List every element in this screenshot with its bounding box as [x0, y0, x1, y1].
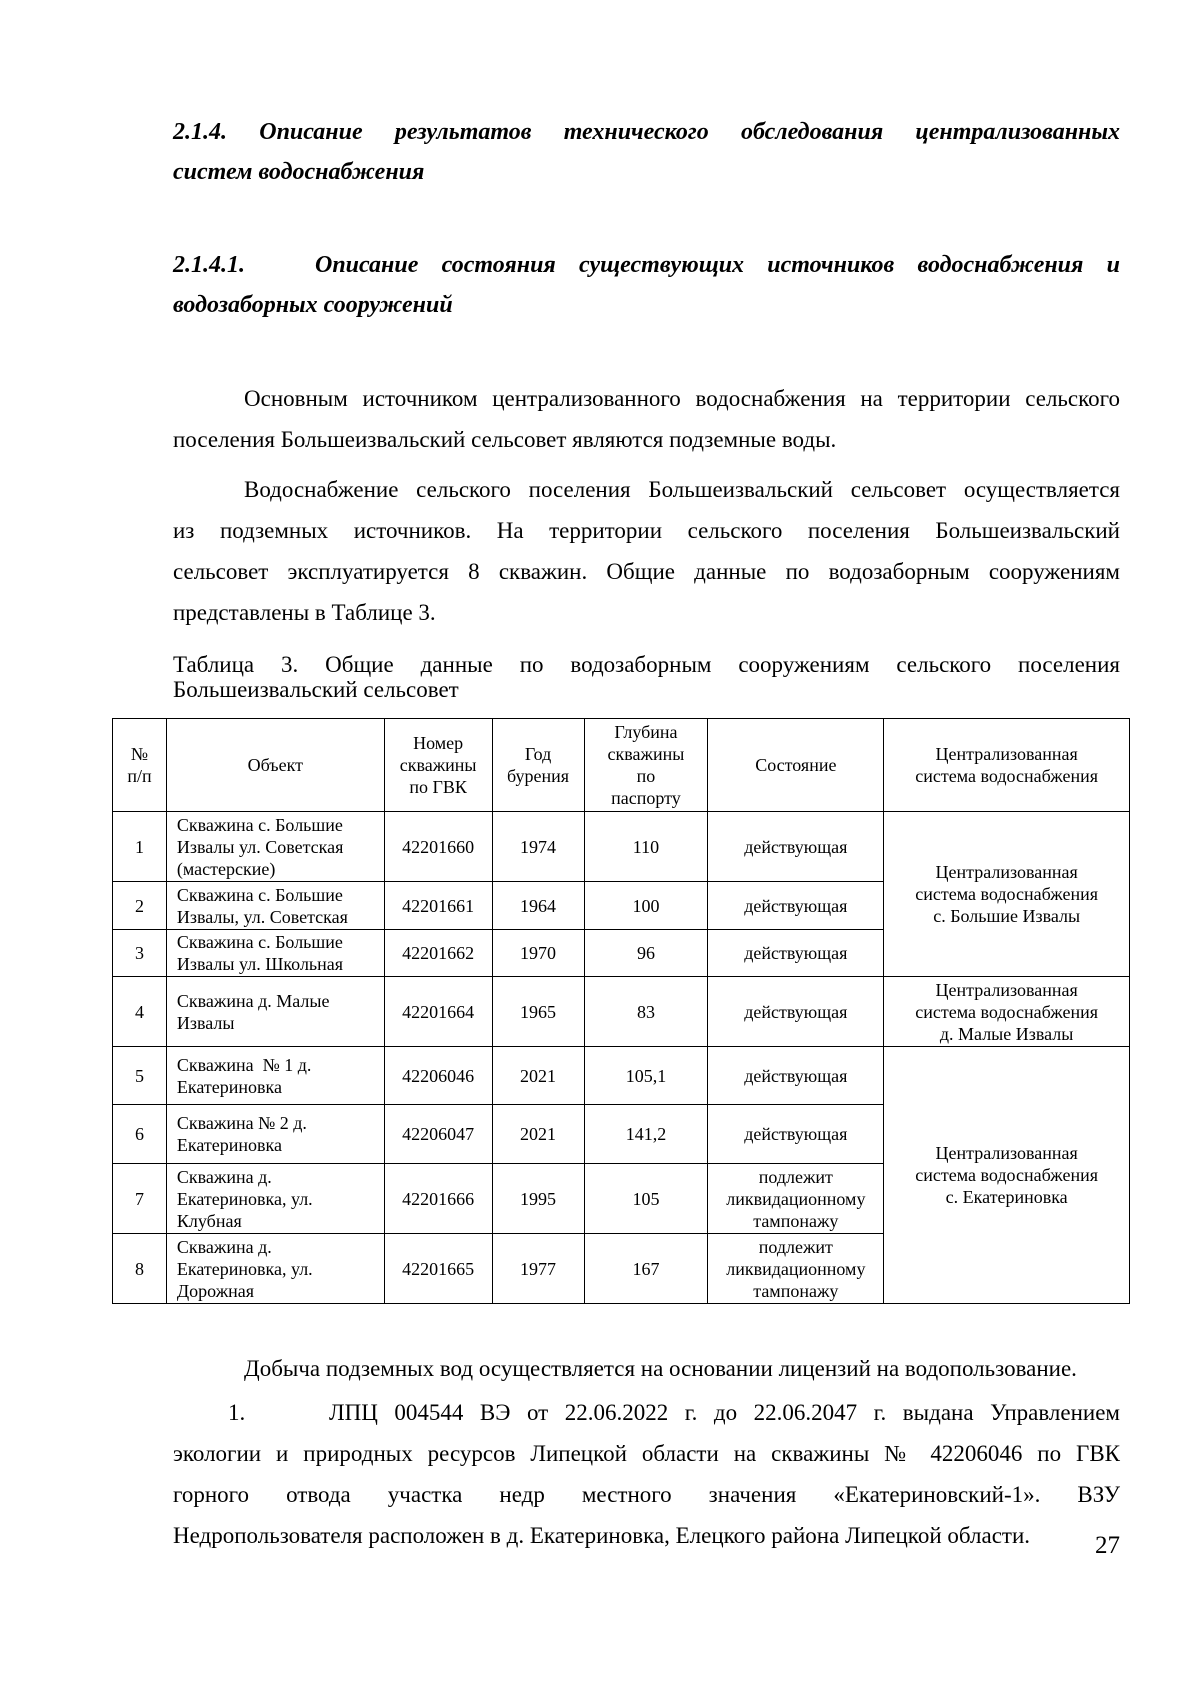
header-num: № п/п: [113, 719, 167, 812]
cell-gvk: 42201666: [384, 1164, 492, 1234]
cell-state: действующая: [708, 977, 884, 1047]
cell-year: 1977: [492, 1234, 584, 1304]
cell-system-malye-izvaly: Централизованная система водоснабжения д. Малые Извалы: [884, 977, 1130, 1047]
cell-depth: 105,1: [584, 1047, 708, 1105]
table-row: [113, 977, 1130, 1047]
subsection-heading: [173, 245, 1120, 325]
cell-state: действующая: [708, 1047, 884, 1105]
paragraph-line: Недропользователя расположен в д. Екатериновка, Елецкого района Липецкой области.: [173, 1523, 1031, 1548]
page-number: 27: [1095, 1532, 1120, 1559]
paragraph-text: ЛПЦ 004544 ВЭ от 22.06.2022 г. до 22.06.2047 г. выдана Управлением: [329, 1400, 1120, 1425]
paragraph-line: из подземных источников. На территории сельского поселения Большеизвальский: [173, 518, 1120, 543]
wells-table: [112, 718, 1130, 1304]
paragraph-line: экологии и природных ресурсов Липецкой области на скважины № 42206046 по ГВК: [173, 1441, 1120, 1466]
cell-depth: 96: [584, 930, 708, 977]
paragraph-line: Основным источником централизованного водоснабжения на территории сельского: [244, 386, 1120, 411]
cell-num: 8: [113, 1234, 167, 1304]
paragraph-line: поселения Большеизвальский сельсовет являются подземные воды.: [173, 427, 837, 452]
cell-year: 2021: [492, 1105, 584, 1164]
header-depth: Глубина скважины по паспорту: [584, 719, 708, 812]
subsection-heading-text: Описание состояния существующих источников водоснабжения и: [315, 252, 1120, 278]
cell-num: 3: [113, 930, 167, 977]
cell-state: действующая: [708, 1105, 884, 1164]
cell-state: действующая: [708, 882, 884, 930]
cell-year: 1965: [492, 977, 584, 1047]
table-caption: [173, 652, 1120, 702]
header-object: Объект: [166, 719, 384, 812]
cell-num: 4: [113, 977, 167, 1047]
cell-gvk: 42206046: [384, 1047, 492, 1105]
cell-depth: 100: [584, 882, 708, 930]
paragraph-water-supply: [173, 469, 1120, 633]
paragraph-line: сельсовет эксплуатируется 8 скважин. Общие данные по водозаборным сооружениям: [173, 559, 1120, 584]
cell-year: 1970: [492, 930, 584, 977]
cell-depth: 141,2: [584, 1105, 708, 1164]
table-caption-line1: Таблица 3. Общие данные по водозаборным сооружениям сельского поселения: [173, 652, 1120, 677]
cell-depth: 105: [584, 1164, 708, 1234]
subsection-heading-line1: [173, 245, 1120, 285]
cell-gvk: 42201664: [384, 977, 492, 1047]
subsection-heading-line2: водозаборных сооружений: [173, 292, 453, 318]
paragraph-line: горного отвода участка недр местного значения «Екатериновский-1». ВЗУ: [173, 1482, 1120, 1507]
cell-gvk: 42206047: [384, 1105, 492, 1164]
cell-depth: 110: [584, 812, 708, 882]
cell-object: Скважина с. Большие Извалы ул. Советская (мастерские): [166, 812, 384, 882]
cell-system-ekaterinovka: Централизованная система водоснабжения с. Екатериновка: [884, 1047, 1130, 1304]
paragraph-line: [173, 1392, 1120, 1433]
header-year: Год бурения: [492, 719, 584, 812]
section-heading: [173, 112, 1120, 192]
subsection-number: 2.1.4.1.: [173, 252, 245, 278]
paragraph-line: Добыча подземных вод осуществляется на основании лицензий на водопользование.: [244, 1356, 1077, 1381]
paragraph-line: Водоснабжение сельского поселения Большеизвальский сельсовет осуществляется: [244, 477, 1120, 502]
table-caption-line2: Большеизвальский сельсовет: [173, 677, 459, 702]
cell-year: 2021: [492, 1047, 584, 1105]
cell-num: 7: [113, 1164, 167, 1234]
cell-gvk: 42201661: [384, 882, 492, 930]
cell-num: 2: [113, 882, 167, 930]
cell-num: 1: [113, 812, 167, 882]
paragraph-licenses: [173, 1348, 1120, 1389]
cell-num: 5: [113, 1047, 167, 1105]
cell-year: 1995: [492, 1164, 584, 1234]
header-gvk: Номер скважины по ГВК: [384, 719, 492, 812]
section-heading-line1: 2.1.4. Описание результатов технического обследования централизованных: [173, 119, 1120, 145]
cell-object: Скважина д. Малые Извалы: [166, 977, 384, 1047]
cell-state: действующая: [708, 930, 884, 977]
cell-depth: 167: [584, 1234, 708, 1304]
cell-depth: 83: [584, 977, 708, 1047]
cell-num: 6: [113, 1105, 167, 1164]
table-row: [113, 812, 1130, 882]
table-header-row: [113, 719, 1130, 812]
cell-state: действующая: [708, 812, 884, 882]
cell-state: подлежит ликвидационному тампонажу: [708, 1234, 884, 1304]
cell-object: Скважина № 1 д. Екатериновка: [166, 1047, 384, 1105]
cell-gvk: 42201665: [384, 1234, 492, 1304]
table-row: [113, 1047, 1130, 1105]
cell-year: 1974: [492, 812, 584, 882]
cell-gvk: 42201662: [384, 930, 492, 977]
cell-state: подлежит ликвидационному тампонажу: [708, 1164, 884, 1234]
header-system: Централизованная система водоснабжения: [884, 719, 1130, 812]
cell-object: Скважина с. Большие Извалы ул. Школьная: [166, 930, 384, 977]
cell-gvk: 42201660: [384, 812, 492, 882]
section-heading-line2: систем водоснабжения: [173, 159, 425, 185]
header-state: Состояние: [708, 719, 884, 812]
cell-object: Скважина № 2 д. Екатериновка: [166, 1105, 384, 1164]
list-number: 1.: [228, 1400, 246, 1425]
paragraph-main-source: [173, 378, 1120, 460]
paragraph-license-1: [173, 1392, 1120, 1556]
cell-year: 1964: [492, 882, 584, 930]
paragraph-line: представлены в Таблице 3.: [173, 600, 436, 625]
cell-system-bolshie-izvaly: Централизованная система водоснабжения с. Большие Извалы: [884, 812, 1130, 977]
cell-object: Скважина д. Екатериновка, ул. Дорожная: [166, 1234, 384, 1304]
cell-object: Скважина с. Большие Извалы, ул. Советская: [166, 882, 384, 930]
cell-object: Скважина д. Екатериновка, ул. Клубная: [166, 1164, 384, 1234]
